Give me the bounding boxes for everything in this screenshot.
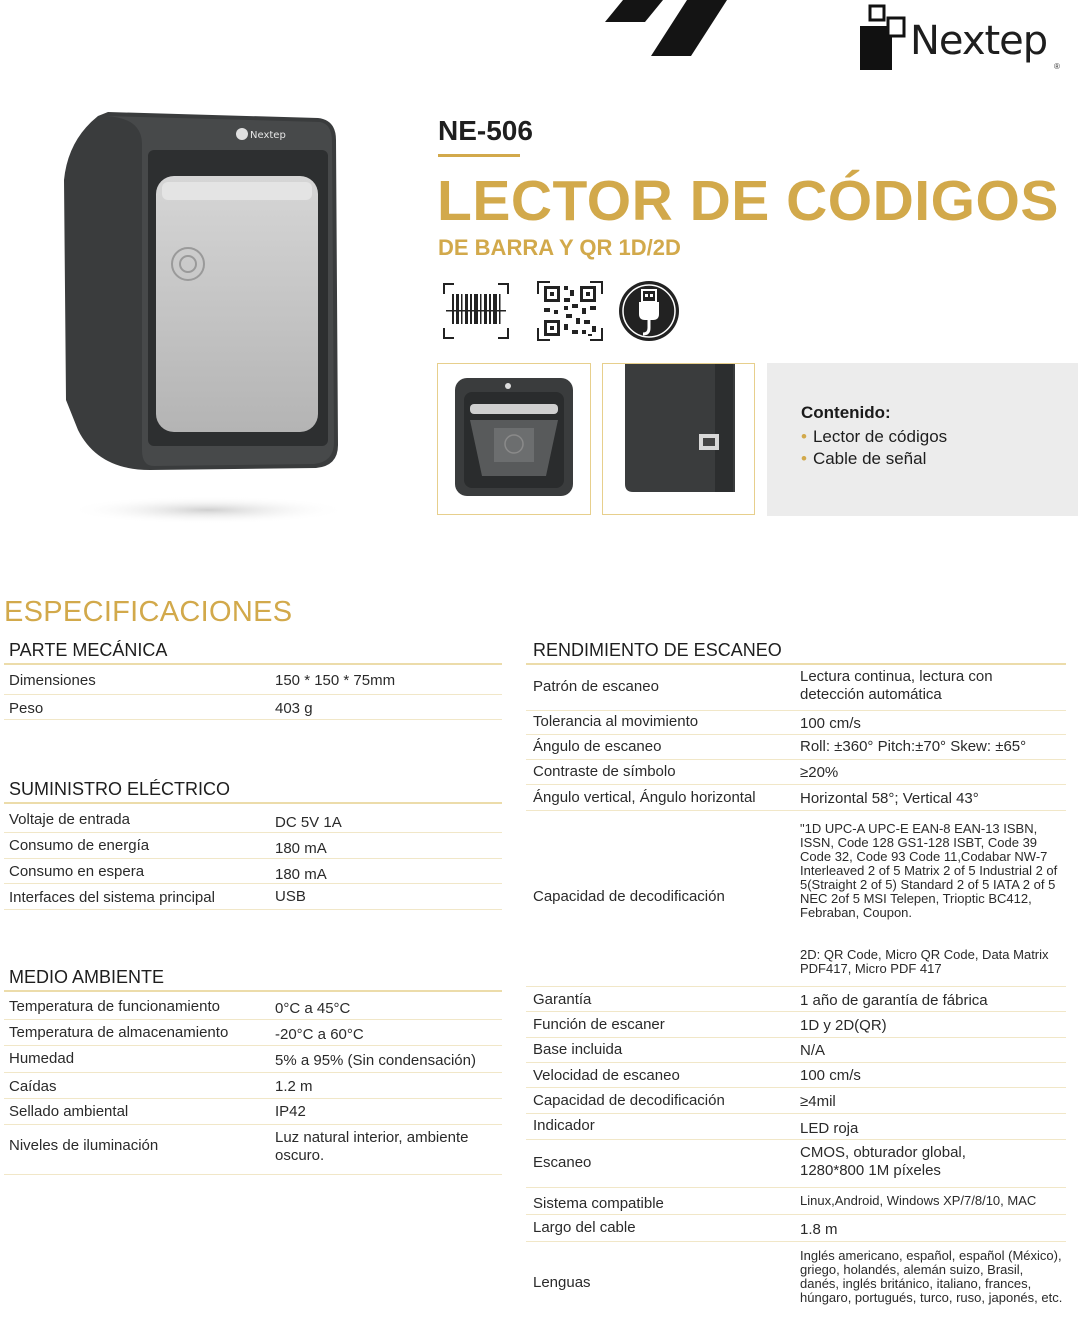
brand-logo xyxy=(858,4,1068,76)
table-row: Consumo de energía 180 mA xyxy=(4,833,502,859)
model-underline xyxy=(438,154,520,157)
table-row: Caídas 1.2 m xyxy=(4,1073,502,1099)
section-divider xyxy=(526,663,1066,665)
device-logo-text: Nextep xyxy=(250,130,286,141)
table-row: Peso 403 g xyxy=(4,695,502,720)
table-row: Ángulo vertical, Ángulo horizontal Horizontal 58°; Vertical 43° xyxy=(526,785,1066,811)
table-row: Lenguas Inglés americano, español, español (México), griego, holandés, alemán suizo, Brasil, danés, inglés británico, italiano, frances, húngaro, portugués, turco, ruso, japonés, etc. xyxy=(533,1248,1063,1305)
contents-item: • Cable de señal xyxy=(801,449,927,468)
contents-title: Contenido: xyxy=(801,403,891,422)
table-row: Indicador LED roja xyxy=(526,1114,1066,1140)
barcode-icon xyxy=(442,280,510,342)
registered-mark: ® xyxy=(1054,62,1060,71)
table-row: Sellado ambiental IP42 xyxy=(4,1099,502,1125)
table-row: Sistema compatible Linux,Android, Windows XP/7/8/10, MAC xyxy=(526,1188,1066,1215)
thumbnail-front-view xyxy=(437,363,591,515)
table-row: Ángulo de escaneo Roll: ±360° Pitch:±70° Skew: ±65° xyxy=(526,735,1066,760)
section-divider xyxy=(4,990,502,992)
table-row: Garantía 1 año de garantía de fábrica xyxy=(526,987,1066,1012)
section-divider xyxy=(4,802,502,804)
table-row: Contraste de símbolo ≥20% xyxy=(526,760,1066,785)
section-title-mechanical: PARTE MECÁNICA xyxy=(9,640,168,660)
table-row: Consumo en espera 180 mA xyxy=(4,859,502,884)
specifications-title: ESPECIFICACIONES xyxy=(4,596,293,628)
product-subtitle: DE BARRA Y QR 1D/2D xyxy=(438,235,681,260)
decorative-stripes xyxy=(605,0,735,58)
brand-name: Nextep xyxy=(910,18,1048,64)
table-row: Humedad 5% a 95% (Sin condensación) xyxy=(4,1046,502,1073)
scanner-product-image xyxy=(58,100,358,530)
section-title-scan-performance: RENDIMIENTO DE ESCANEO xyxy=(533,640,782,660)
product-title: LECTOR DE CÓDIGOS xyxy=(437,169,1059,233)
table-row: Escaneo CMOS, obturador global, 1280*800 1M píxeles xyxy=(526,1140,1066,1188)
table-row: Función de escaner 1D y 2D(QR) xyxy=(526,1012,1066,1038)
table-row: Largo del cable 1.8 m xyxy=(526,1215,1066,1242)
contents-item: • Lector de códigos xyxy=(801,427,948,446)
table-row: Capacidad de decodificación "1D UPC-A UPC-E EAN-8 EAN-13 ISBN, ISSN, Code 128 GS1-128 ISBT, Code 39 Code 32, Code 93 Code 11,Codabar NW-7 Interleaved 2 of 5 Matrix 2 of 5 Industrial 2 of 5(Straight 2 of 5) Standard 2 of 5 IATA 2 of 5 NEC 2of 5 MSI Telepen, Trioptic BC412, Febraban, Coupon. 2D: QR Code, Micro QR Code, Data Matrix PDF417, Micro PDF 417 xyxy=(526,811,1066,987)
bullet-icon: • xyxy=(801,449,807,468)
table-row: Capacidad de decodificación ≥4mil xyxy=(526,1088,1066,1114)
table-row: Base incluida N/A xyxy=(526,1038,1066,1063)
table-row: Patrón de escaneo Lectura continua, lectura con detección automática xyxy=(526,666,1066,711)
qr-code-icon xyxy=(536,280,604,342)
table-row: Dimensiones 150 * 150 * 75mm xyxy=(4,668,502,695)
section-title-environment: MEDIO AMBIENTE xyxy=(9,967,165,987)
table-row: Velocidad de escaneo 100 cm/s xyxy=(526,1063,1066,1088)
thumbnail-side-view xyxy=(602,363,755,515)
nextep-mark-icon xyxy=(858,4,910,74)
usb-cable-icon xyxy=(615,280,683,342)
bullet-icon: • xyxy=(801,427,807,446)
table-row: Interfaces del sistema principal USB xyxy=(4,884,502,910)
table-row: Temperatura de funcionamiento 0°C a 45°C xyxy=(4,994,502,1020)
section-divider xyxy=(4,663,502,665)
table-row: Temperatura de almacenamiento -20°C a 60°C xyxy=(4,1020,502,1046)
table-row: Voltaje de entrada DC 5V 1A xyxy=(4,806,502,833)
table-row: Tolerancia al movimiento 100 cm/s xyxy=(526,711,1066,735)
table-row: Niveles de iluminación Luz natural interior, ambiente oscuro. xyxy=(4,1125,502,1175)
model-number: NE-506 xyxy=(438,115,533,146)
section-title-power: SUMINISTRO ELÉCTRICO xyxy=(9,779,231,799)
package-contents-box xyxy=(767,363,1078,516)
